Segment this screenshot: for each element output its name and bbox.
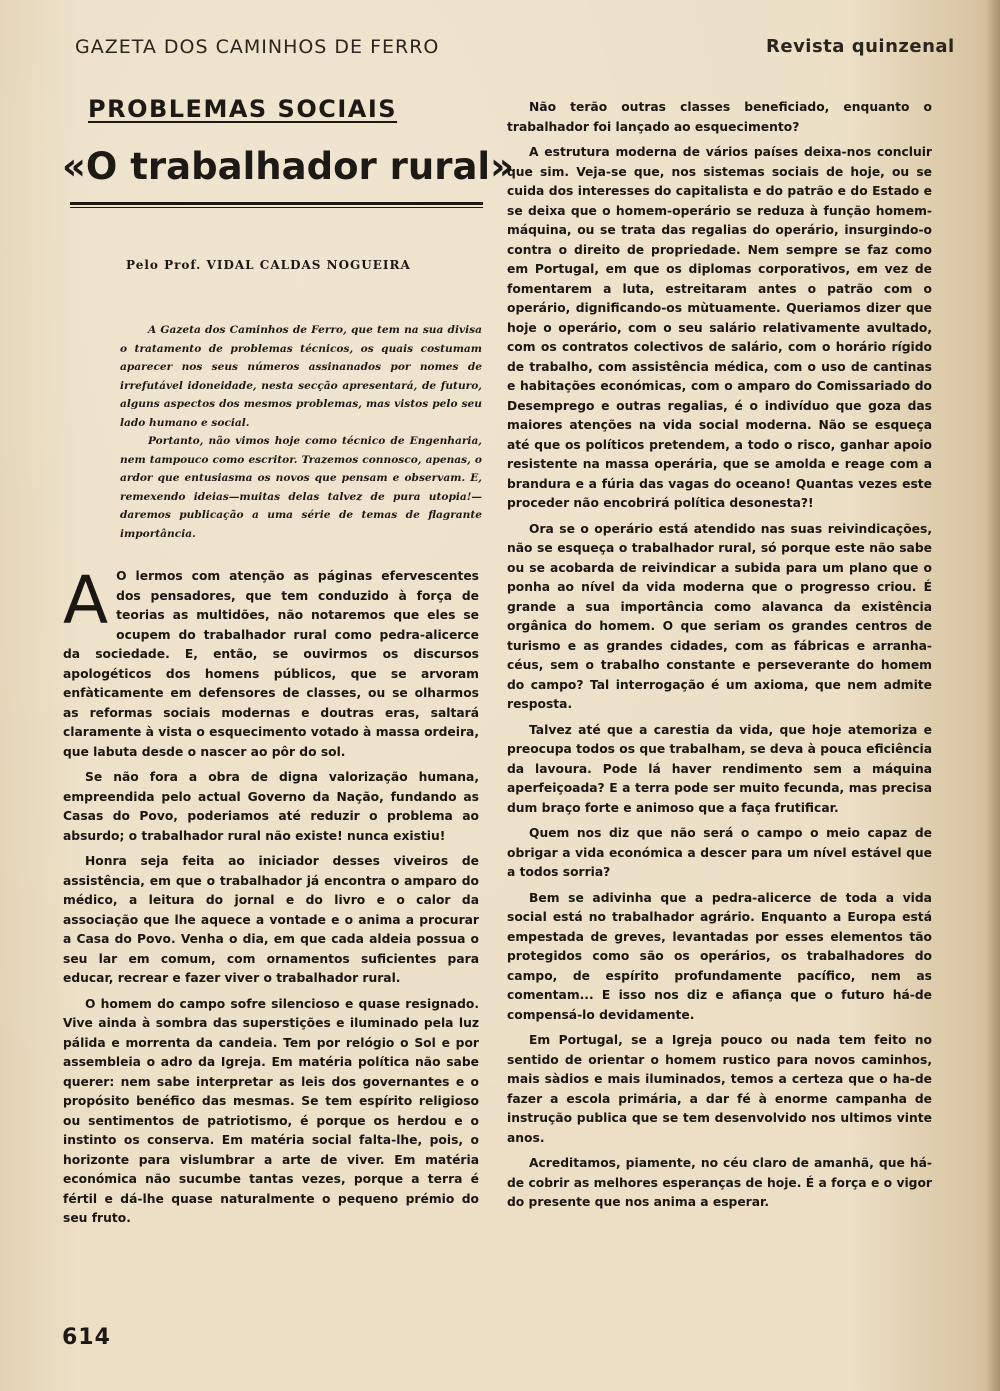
body-paragraph: Acreditamos, piamente, no céu claro de amanhã, que há-de cobrir as melhores esperanças de hoje. É a força e o vigor do presente que nos anima a esperar. [507, 1156, 932, 1209]
article-title: «O trabalhador rural» [62, 145, 515, 188]
intro-paragraph: Portanto, não vimos hoje como técnico de Engenharia, nem tampouco como escritor. Trazemos connosco, apenas, o ardor que entusiasma os novos que pensam e observam. E, remexendo ideias—muitas delas talvez de pura utopia!—daremos publicação a uma série de temas de flagrante importância. [120, 435, 482, 540]
opening-text: O lermos com atenção as páginas efervescentes dos pensadores, que tem conduzido à força de teorias as multidões, não notaremos que eles se ocupem do trabalhador rural como pedra-alicerce da sociedade. E, então, se ouvirmos os discursos apologéticos dos homens públicos, que se arvoram enfàticamente em defensores de classes, ou se olharmos as reformas sociais modernas e doutras eras, saltará claramente à vista o esquecimento votado à massa ordeira, que labuta desde o nascer ao pôr do sol. [63, 569, 479, 759]
body-paragraph: Quem nos diz que não será o campo o meio capaz de obrigar a vida económica a descer para um nível estável que a todos sorria? [507, 826, 932, 879]
intro-paragraph: A Gazeta dos Caminhos de Ferro, que tem na sua divisa o tratamento de problemas técnicos, os quais costumam aparecer nos seus números assinanados por nomes de irrefutável idoneidade, nesta secção apresentará, de futuro, alguns aspectos dos mesmos problemas, mas vistos pelo seu lado humano e social. [120, 324, 482, 429]
body-paragraph: Não terão outras classes beneficiado, enquanto o trabalhador foi lançado ao esquecimento? [507, 100, 932, 134]
body-paragraph: Ora se o operário está atendido nas suas reivindicações, não se esqueça o trabalhador rural, só porque este não sabe ou se acobarda de reivindicar a subida para um plano que o ponha ao nível da vida moderna que o progresso criou. É grande a sua importância como alavanca da existência orgânica do homem. O que seriam os grandes centros de turismo e as grandes cidades, com as fábricas e arranha-céus, sem o trabalho constante e perseverante do homem do campo? Tal interrogação é um axioma, que nem admite resposta. [507, 521, 932, 711]
right-column [507, 98, 932, 1219]
body-paragraph [63, 562, 479, 762]
left-column [63, 562, 479, 1235]
body-paragraph: A estrutura moderna de vários países deixa-nos concluir que sim. Veja-se que, nos sistemas sociais de hoje, ou se cuida dos interesses do capitalista e do patrão e do Estado e se deixa que o homem-operário se reduza à função homem-máquina, ou se trata das regalias do operário, insurgindo-o contra o direito de propriedade. Nem sempre se faz como em Portugal, em que os diplomas corporativos, em vez de fomentarem a luta, estreitaram antes o patrão com o operário, dignificando-os mùtuamente. Queriamos dizer que hoje o operário, com o seu salário relativamente avultado, com os contratos colectivos de salário, com o horário rígido de trabalho, com assistência médica, com o uso de cantinas e habitações económicas, com o amparo do Comissariado do Desemprego e outras regalias, é o indivíduo que goza das maiores atenções na vida social moderna. Não se esqueça até que os políticos pretendem, a todo o risco, ganhar apoio resistente na massa operária, que se amolda e reage com a brandura e a fúria das vagas do oceano! Quantas vezes este proceder não encobrirá política desonesta?! [507, 145, 932, 510]
body-paragraph: Em Portugal, se a Igreja pouco ou nada tem feito no sentido de orientar o homem rustico para novos caminhos, mais sàdios e mais iluminados, temos a certeza que o ha-de fazer a escola primária, a dar fé à enorme campanha de instrução publica que se tem desenvolvido nos ultimos vinte anos. [507, 1033, 932, 1145]
title-rule-thick [70, 202, 483, 205]
body-paragraph: Bem se adivinha que a pedra-alicerce de toda a vida social está no trabalhador agrário. Enquanto a Europa está empestada de greves, levantadas por esses elementos tão protegidos como são os operários, os trabalhadores do campo, de espírito profundamente pacífico, nem as comentam... E isso nos diz e afiança que o futuro há-de compensá-lo devidamente. [507, 890, 932, 1022]
page-edge-shadow [986, 0, 1000, 1391]
editorial-intro [120, 321, 482, 543]
body-paragraph: Talvez até que a carestia da vida, que hoje atemoriza e preocupa todos os que trabalham, se deva à pouca eficiência da lavoura. Pode lá haver rendimento sem a máquina aperfeiçoada? E a terra pode ser muito fecunda, mas precisa dum braço forte e animoso que a faça frutificar. [507, 722, 932, 815]
title-rule-thin [70, 207, 483, 208]
drop-cap: A [63, 562, 109, 639]
body-paragraph: Honra seja feita ao iniciador desses viveiros de assistência, em que o trabalhador já encontra o amparo do médico, a leitura do jornal e do livro e o calor da associação que lhe aquece a vontade e o anima a procurar a Casa do Povo. Venha o dia, em que cada aldeia possua o seu lar em comum, com ornamentos suficientes para educar, recrear e fazer viver o trabalhador rural. [63, 854, 479, 985]
section-heading: PROBLEMAS SOCIAIS [88, 95, 398, 123]
publication-name: GAZETA DOS CAMINHOS DE FERRO [75, 36, 440, 58]
byline: Pelo Prof. VIDAL CALDAS NOGUEIRA [126, 258, 411, 272]
body-paragraph: O homem do campo sofre silencioso e quase resignado. Vive ainda à sombra das superstições e iluminado pela luz pálida e morrenta da candeia. Tem por relógio o Sol e por assembleia o adro da Igreja. Em matéria política não sabe querer: nem sabe interpretar as leis dos governantes e o propósito benéfico das mesmas. Se tem espírito religioso ou sentimentos de patriotismo, é porque os herdou e o instinto os conserva. Em matéria social falta-lhe, pois, o horizonte para vislumbrar a arte de viver. Em matéria económica não sucumbe tantas vezes, porque a terra é fértil e dá-lhe quase naturalmente o pequeno prémio do seu fruto. [63, 996, 479, 1225]
page-number: 614 [62, 1325, 111, 1350]
publication-frequency: Revista quinzenal [766, 36, 955, 57]
body-paragraph: Se não fora a obra de digna valorização humana, empreendida pelo actual Governo da Nação, fundando as Casas do Povo, poderiamos até reduzir o problema ao absurdo; o trabalhador rural não existe! nunca existiu! [63, 770, 479, 843]
